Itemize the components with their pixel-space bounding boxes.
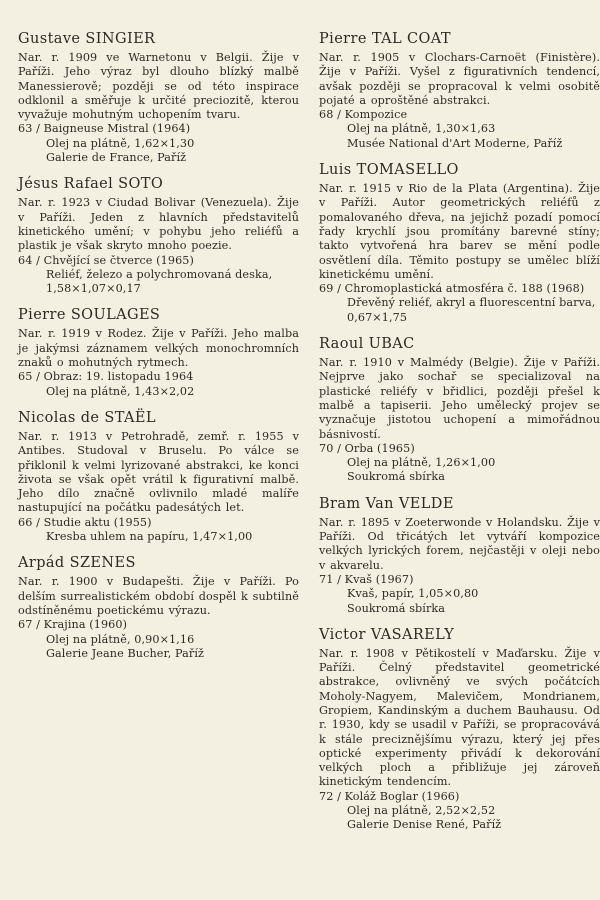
artist-bio: Nar. r. 1905 v Clochars-Carnoët (Finistère). Žije v Paříži. Vyšel z figurativních tendencí, avšak později se propracoval k velmi osobitě pojaté a oproštěné abstrakci. <box>319 51 600 107</box>
work-detail: Dřevěný reliéf, akryl a fluorescentní barva, <box>347 296 596 310</box>
artist-bio: Nar. r. 1910 v Malmédy (Belgie). Žije v Paříži. Nejprve jako sochař se specializoval na plastické reliéfy v břidlici, později přešel k malbě a tapiserii. Jeho umělecký projev se vyznačuje jistotou uchopení a mimořádnou básnivostí. <box>319 356 600 441</box>
artist-name: Luis TOMASELLO <box>319 162 459 179</box>
work-detail: Olej na plátně, 1,43×2,02 <box>46 384 195 398</box>
work-line: 72 / Koláž Boglar (1966) <box>319 789 460 803</box>
artist-entry-soto <box>18 175 299 296</box>
artist-name: Raoul UBAC <box>319 336 415 353</box>
artist-name: Arpád SZENES <box>18 555 136 572</box>
left-column <box>18 30 299 900</box>
artist-entry-tomasello <box>319 161 600 325</box>
artist-name: Nicolas de STAËL <box>18 409 156 426</box>
work-detail: Kvaš, papír, 1,05×0,80 <box>347 587 479 601</box>
work-detail: Galerie Jeane Bucher, Paříž <box>46 646 205 660</box>
artist-bio: Nar. r. 1900 v Budapešti. Žije v Paříži. Po delším surrealistickém období dospěl k subtilně odstíněnému poetickému výrazu. <box>18 575 299 617</box>
artist-name: Victor VASARELY <box>319 626 455 643</box>
work-line: 66 / Studie aktu (1955) <box>18 515 152 529</box>
work-line: 63 / Baigneuse Mistral (1964) <box>18 122 191 136</box>
artist-bio: Nar. r. 1915 v Rio de la Plata (Argentina). Žije v Paříži. Autor geometrických reliéfů z pomalovaného dřeva, na jejichž pozadí pomocí řady krychlí jsou promítány barevné stíny; takto vytvořená hra barev se mění podle osvětlení díla. Těmito postupy se umělec blíží kinetickému umění. <box>319 182 600 281</box>
work-detail: 0,67×1,75 <box>347 310 408 324</box>
artist-bio: Nar. r. 1919 v Rodez. Žije v Paříži. Jeho malba je jakýmsi záznamem velkých monochromních znaků o mohutných rytmech. <box>18 327 299 370</box>
artist-entry-van-velde <box>319 495 600 616</box>
work-line: 69 / Chromoplastická atmosféra č. 188 (1968) <box>319 282 585 296</box>
work-line: 67 / Krajina (1960) <box>18 618 128 632</box>
artist-entry-singier <box>18 30 299 165</box>
work-detail: 1,58×1,07×0,17 <box>46 282 141 296</box>
work-line: 70 / Orba (1965) <box>319 441 415 455</box>
artist-name: Pierre TAL COAT <box>319 31 451 47</box>
artist-entry-vasarely <box>319 626 600 833</box>
artist-entry-soulages <box>18 306 299 398</box>
work-line: 65 / Obraz: 19. listopadu 1964 <box>18 370 194 384</box>
work-detail: Olej na plátně, 0,90×1,16 <box>46 632 195 646</box>
artist-entry-tal-coat <box>319 30 600 151</box>
artist-name: Gustave SINGIER <box>18 31 156 47</box>
work-detail: Galerie Denise René, Paříž <box>347 818 502 832</box>
artist-bio: Nar. r. 1908 v Pětikostelí v Maďarsku. Žije v Paříži. Čelný představitel geometrické abstrakce, ovlivněný ve svých počátcích Moholy-Nagyem, Malevičem, Mondrianem, Gropiem, Kandinským a duchem Bauhausu. Od r. 1930, kdy se usadil v Paříži, se propracovává k stále preciznějšímu výrazu, který jej přes optické experimenty přivádí k dekorování velkých ploch a přibližuje jej zároveň kinetickým tendencím. <box>319 646 600 789</box>
work-line: 71 / Kvaš (1967) <box>319 572 414 586</box>
work-detail: Olej na plátně, 1,26×1,00 <box>347 456 496 470</box>
artist-entry-stael <box>18 409 299 544</box>
work-detail: Reliéf, železo a polychromovaná deska, <box>46 267 273 281</box>
artist-entry-szenes <box>18 554 299 661</box>
artist-name: Jésus Rafael SOTO <box>18 176 164 193</box>
artist-bio: Nar. r. 1895 v Zoeterwonde v Holandsku. Žije v Paříži. Od třicátých let vytváří kompozice velkých lyrických forem, nejčastěji v oleji nebo v akvarelu. <box>319 515 600 572</box>
work-detail: Soukromá sbírka <box>347 470 446 484</box>
artist-bio: Nar. r. 1913 v Petrohradě, zemř. r. 1955 v Antibes. Studoval v Bruselu. Po válce se přiklonil k velmi lyrizované abstrakci, ke konci života se však opět vrátil k figurativní malbě. Jeho dílo značně ovlivnilo mladé malíře nastupující na počátku padesátých let. <box>18 429 299 515</box>
work-detail: Olej na plátně, 1,62×1,30 <box>46 136 195 150</box>
work-detail: Olej na plátně, 1,30×1,63 <box>347 122 496 136</box>
work-detail: Galerie de France, Paříž <box>46 151 187 165</box>
work-line: 68 / Kompozice <box>319 108 408 122</box>
work-line: 64 / Chvějící se čtverce (1965) <box>18 253 194 267</box>
artist-bio: Nar. r. 1909 ve Warnetonu v Belgii. Žije v Paříži. Jeho výraz byl dlouho blízký malbě Manessierově; později se od této inspirace odklonil a směřuje k určité preciozitě, kterou vyvažuje mohutným uchopením tvaru. <box>18 51 299 122</box>
work-detail: Olej na plátně, 2,52×2,52 <box>347 804 496 818</box>
right-column <box>319 30 600 900</box>
artist-name: Pierre SOULAGES <box>18 307 161 324</box>
artist-name: Bram Van VELDE <box>319 495 454 512</box>
work-detail: Kresba uhlem na papíru, 1,47×1,00 <box>46 530 253 544</box>
artist-entry-ubac <box>319 335 600 485</box>
work-detail: Soukromá sbírka <box>347 601 446 615</box>
work-detail: Musée National d'Art Moderne, Paříž <box>347 136 563 150</box>
artist-bio: Nar. r. 1923 v Ciudad Bolivar (Venezuela). Žije v Paříži. Jeden z hlavních představitelů kinetického umění; v pohybu jeho reliéfů a plastik je však skryto mnoho poezie. <box>18 196 299 253</box>
